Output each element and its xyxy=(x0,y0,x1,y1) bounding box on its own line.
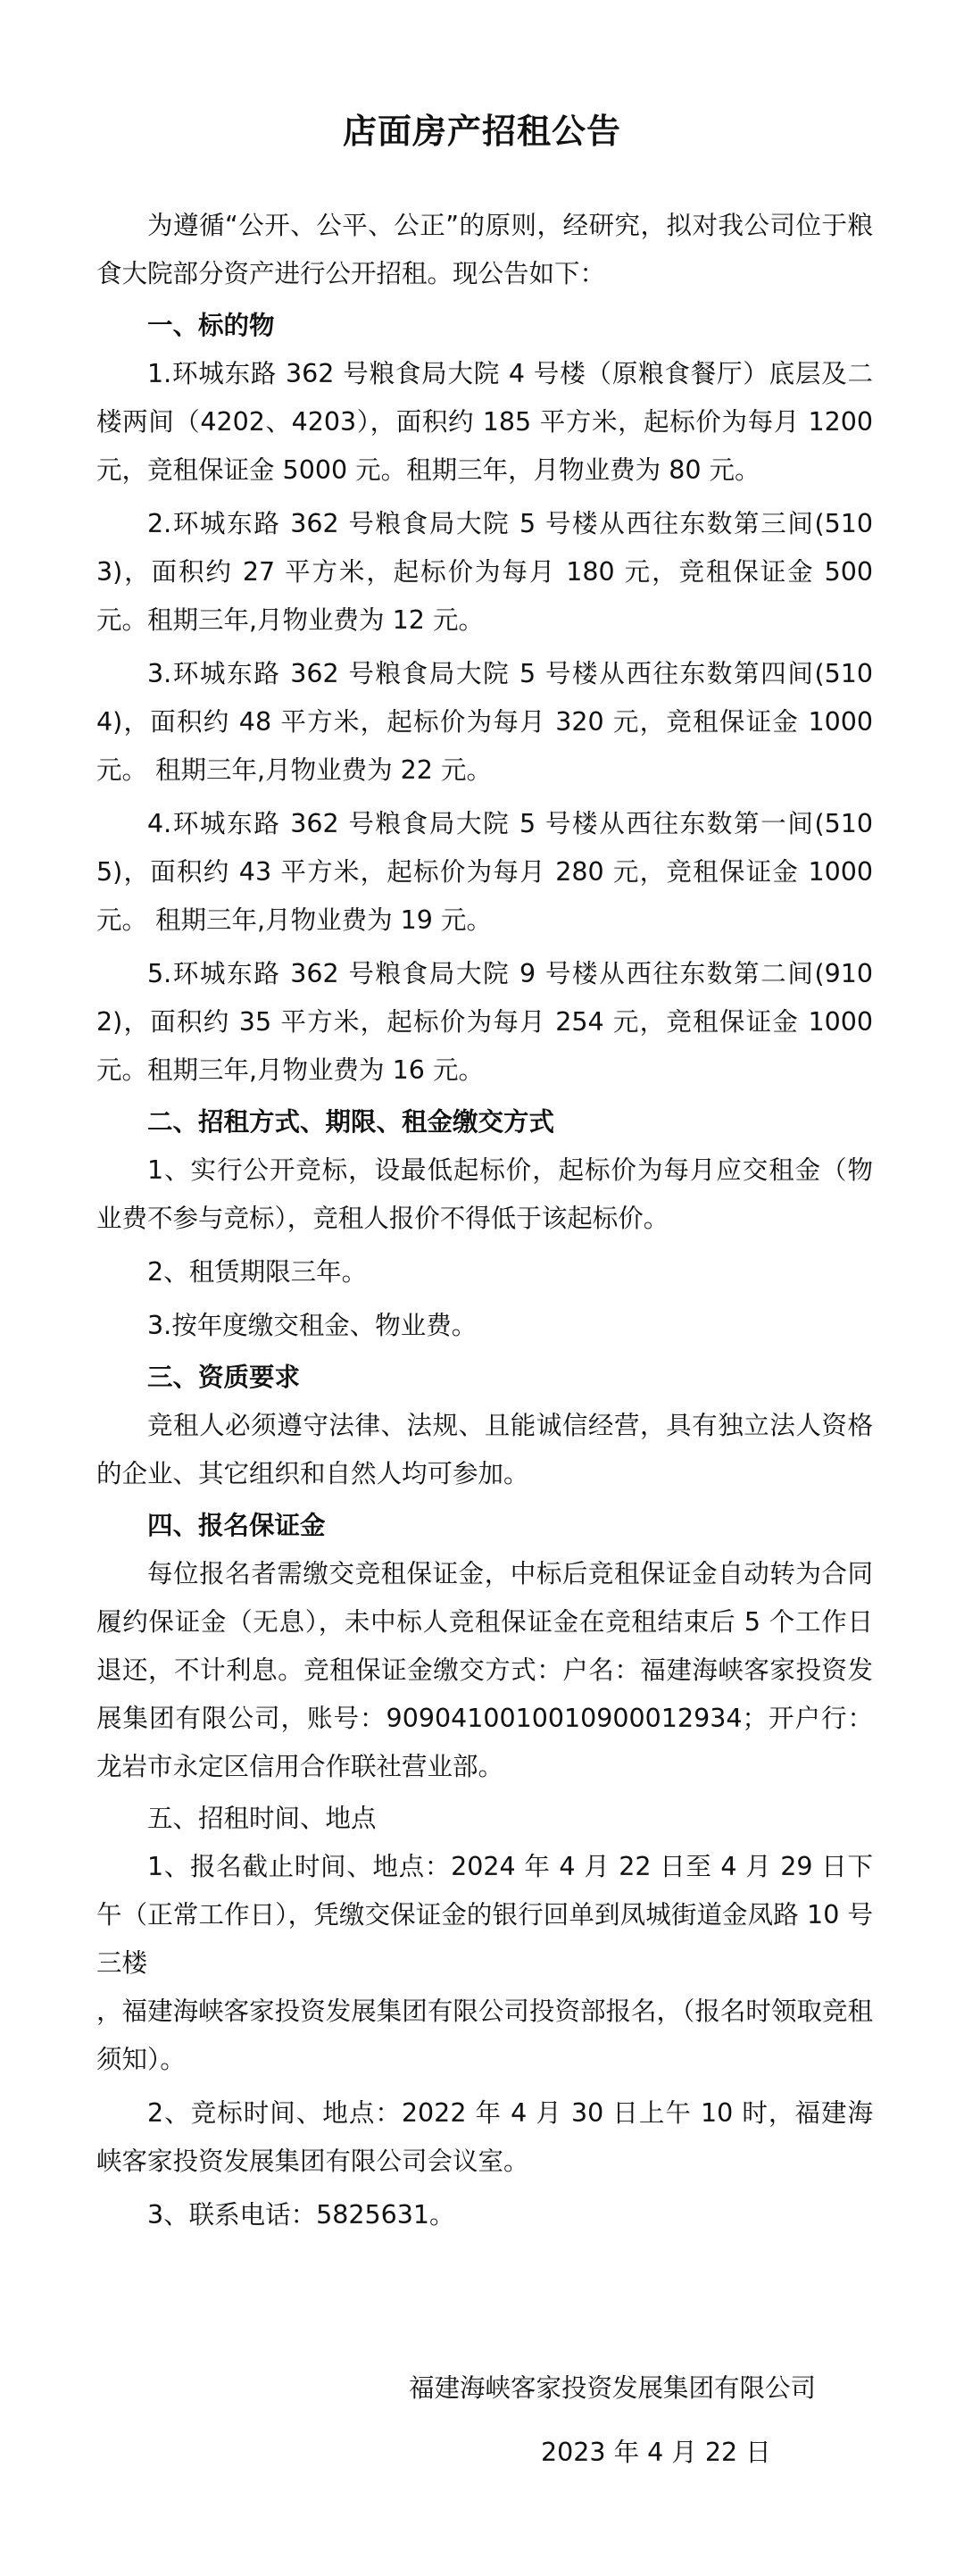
intro-paragraph: 为遵循“公开、公平、公正”的原则，经研究，拟对我公司位于粮食大院部分资产进行公开招租。现公告如下： xyxy=(96,211,873,288)
page-title: 店面房产招租公告 xyxy=(342,112,621,151)
subject-item-5: 5.环城东路 362 号粮食局大院 9 号楼从西往东数第二间(9102)，面积约 35 平方米，起标价为每月 254 元，竞租保证金 1000 元。租期三年,月物业费为 16 元。 xyxy=(96,959,873,1085)
section-heading-subject: 一、标的物 xyxy=(147,311,275,340)
subject-item-1: 1.环城东路 362 号粮食局大院 4 号楼（原粮食餐厅）底层及二楼两间（4202、4203），面积约 185 平方米，起标价为每月 1200 元，竞租保证金 5000 元。租期三年，月物业费为 80 元。 xyxy=(96,359,873,485)
contact-phone: 3、联系电话：5825631。 xyxy=(147,2200,455,2230)
method-item-1: 1、实行公开竞标，设最低起标价，起标价为每月应交租金（物业费不参与竞标），竞租人报价不得低于该起标价。 xyxy=(96,1155,873,1233)
signature-organization: 福建海峡客家投资发展集团有限公司 xyxy=(409,2373,817,2403)
subject-item-4: 4.环城东路 362 号粮食局大院 5 号楼从西往东数第一间(5105)，面积约 43 平方米，起标价为每月 280 元，竞租保证金 1000 元。 租期三年,月物业费为 19 元。 xyxy=(96,809,873,935)
section-heading-time-place: 五、招租时间、地点 xyxy=(147,1804,377,1833)
time-place-item-2: 2、竞标时间、地点：2022 年 4 月 30 日上午 10 时，福建海峡客家投资发展集团有限公司会议室。 xyxy=(96,2098,873,2176)
notice-body xyxy=(96,202,873,2239)
section-heading-qualification: 三、资质要求 xyxy=(147,1363,301,1392)
section-heading-method: 二、招租方式、期限、租金缴交方式 xyxy=(147,1107,555,1137)
time-place-item-1: 1、报名截止时间、地点：2024 年 4 月 22 日至 4 月 29 日下午（正常工作日），凭缴交保证金的银行回单到凤城街道金凤路 10 号三楼 xyxy=(96,1852,873,1978)
method-item-3: 3.按年度缴交租金、物业费。 xyxy=(147,1311,478,1340)
subject-item-2: 2.环城东路 362 号粮食局大院 5 号楼从西往东数第三间(5103)，面积约 27 平方米，起标价为每月 180 元，竞租保证金 500 元。租期三年,月物业费为 12 元。 xyxy=(96,509,873,635)
deposit-paragraph: 每位报名者需缴交竞租保证金，中标后竞租保证金自动转为合同履约保证金（无息），未中标人竞租保证金在竞租结束后 5 个工作日退还，不计利息。竞租保证金缴交方式：户名：福建海峡客家投资发展集团有限公司，账号：9090410010010900012934；开户行：龙岩市永定区信用合作联社营业部。 xyxy=(96,1559,873,1781)
signature-date: 2023 年 4 月 22 日 xyxy=(541,2438,771,2467)
section-heading-deposit: 四、报名保证金 xyxy=(147,1511,326,1540)
time-place-item-1-continued: ，福建海峡客家投资发展集团有限公司投资部报名，（报名时领取竞租须知）。 xyxy=(96,1997,873,2074)
method-item-2: 2、租赁期限三年。 xyxy=(147,1257,368,1287)
qualification-paragraph: 竞租人必须遵守法律、法规、且能诚信经营，具有独立法人资格的企业、其它组织和自然人均可参加。 xyxy=(96,1411,873,1488)
subject-item-3: 3.环城东路 362 号粮食局大院 5 号楼从西往东数第四间(5104)，面积约 48 平方米，起标价为每月 320 元，竞租保证金 1000 元。 租期三年,月物业费为 22 元。 xyxy=(96,659,873,785)
